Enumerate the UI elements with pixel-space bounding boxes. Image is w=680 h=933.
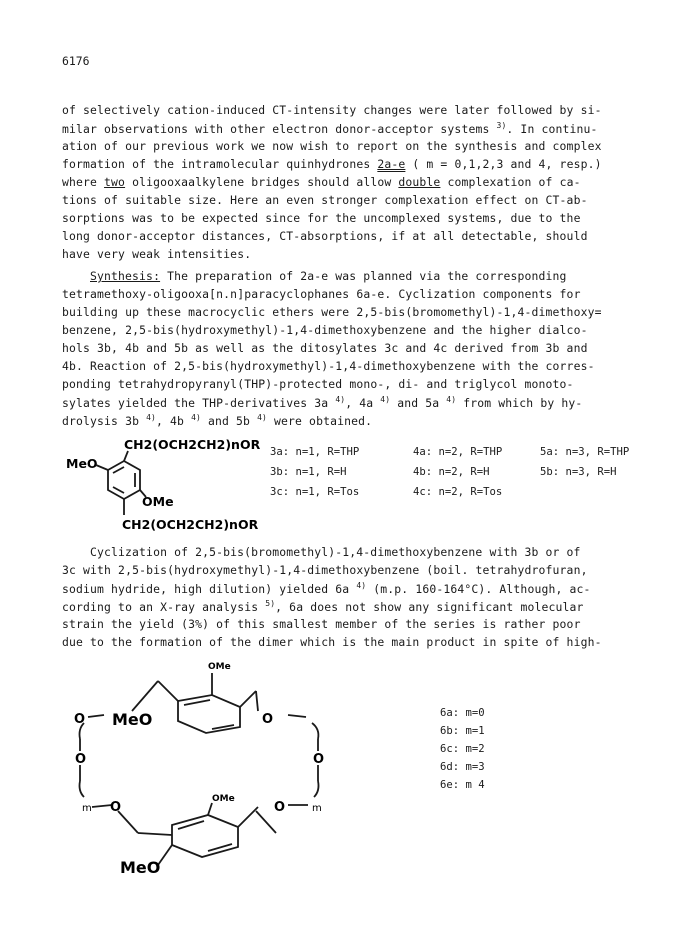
cyclo-m-right: m bbox=[312, 803, 322, 814]
struct1-ome: OMe bbox=[142, 494, 174, 509]
para1-line8: long donor-acceptor distances, CT-absorptions, if at all detectable, should bbox=[62, 229, 588, 243]
cyclophane-6b: 6b: m=1 bbox=[440, 725, 485, 737]
cyclo-o-upper-left: O bbox=[74, 712, 86, 727]
para2-line9: drolysis 3b $^{4)}$, 4b $^{4)}$ and 5b $^{4)}$ were obtained. bbox=[62, 413, 373, 428]
struct1-bottom-chain: CH2(OCH2CH2)nOR bbox=[122, 517, 259, 532]
para1-line7: sorptions was to be expected since for the uncomplexed systems, due to the bbox=[62, 211, 581, 225]
para1-line2: milar observations with other electron donor-acceptor systems $^{3)}$. In continu- bbox=[62, 121, 598, 136]
cyclo-ome-bottom: OMe bbox=[212, 794, 235, 804]
para3-line2: 3c with 2,5-bis(hydroxymethyl)-1,4-dimethoxybenzene (boil. tetrahydrofuran, bbox=[62, 563, 588, 577]
compound-4b: 4b: n=2, R=H bbox=[413, 466, 490, 478]
para2-line5: hols 3b, 4b and 5b as well as the ditosylates 3c and 4c derived from 3b and bbox=[62, 341, 588, 355]
para3-line5: strain the yield (3%) of this smallest member of the series is rather poor bbox=[62, 617, 581, 631]
compound-5b: 5b: n=3, R=H bbox=[540, 466, 617, 478]
page-number: 6176 bbox=[62, 54, 90, 68]
compound-4a: 4a: n=2, R=THP bbox=[413, 446, 503, 458]
structure-cyclophane bbox=[62, 655, 362, 875]
compound-3b: 3b: n=1, R=H bbox=[270, 466, 347, 478]
para2-line6: 4b. Reaction of 2,5-bis(hydroxymethyl)-1,4-dimethoxybenzene with the corres- bbox=[62, 359, 595, 373]
compound-5a: 5a: n=3, R=THP bbox=[540, 446, 630, 458]
cyclo-o-lower-right: O bbox=[274, 800, 286, 815]
cyclo-ome-top: OMe bbox=[208, 662, 231, 672]
structure-dialkoxybenzene bbox=[62, 433, 262, 533]
para1-line3: ation of our previous work we now wish to report on the synthesis and complex bbox=[62, 139, 602, 153]
para1-line4: formation of the intramolecular quinhydrones 2a-e ( m = 0,1,2,3 and 4, resp.) bbox=[62, 157, 602, 171]
compound-3c: 3c: n=1, R=Tos bbox=[270, 486, 360, 498]
para1-line6: tions of suitable size. Here an even stronger complexation effect on CT-ab- bbox=[62, 193, 588, 207]
para3-line4: cording to an X-ray analysis $^{5)}$, 6a does not show any significant molecular bbox=[62, 599, 584, 614]
para2-line2: tetramethoxy-oligooxa[n.n]paracyclophanes 6a-e. Cyclization components for bbox=[62, 287, 581, 301]
benzene-ring-1 bbox=[96, 451, 146, 515]
ref-3: 3) bbox=[496, 121, 507, 130]
synthesis-heading: Synthesis: bbox=[90, 269, 161, 283]
para2-line8: sylates yielded the THP-derivatives 3a $^{4)}$, 4a $^{4)}$ and 5a $^{4)}$ from which by hy- bbox=[62, 395, 583, 410]
cyclophane-6c: 6c: m=2 bbox=[440, 743, 485, 755]
compound-3a: 3a: n=1, R=THP bbox=[270, 446, 360, 458]
para2-line7: ponding tetrahydropyranyl(THP)-protected mono-, di- and triglycol monoto- bbox=[62, 377, 574, 391]
cyclo-o-lower-left: O bbox=[110, 800, 122, 815]
para1-line5: where two oligooxaalkylene bridges should allow double complexation of ca- bbox=[62, 175, 581, 189]
cyclo-o-upper-right: O bbox=[262, 712, 274, 727]
emphasis-double: double bbox=[398, 175, 441, 189]
cyclo-meo-bottom: MeO bbox=[120, 858, 161, 875]
para1-line1: of selectively cation-induced CT-intensity changes were later followed by si- bbox=[62, 103, 602, 117]
para2-line1: Synthesis: The preparation of 2a-e was planned via the corresponding bbox=[90, 269, 567, 283]
para3-line1: Cyclization of 2,5-bis(bromomethyl)-1,4-dimethoxybenzene with 3b or of bbox=[90, 545, 581, 559]
struct1-meo: MeO bbox=[66, 456, 98, 471]
cyclo-o-right: O bbox=[313, 752, 325, 767]
para2-line4: benzene, 2,5-bis(hydroxymethyl)-1,4-dimethoxybenzene and the higher dialco- bbox=[62, 323, 588, 337]
para1-line9: have very weak intensities. bbox=[62, 247, 252, 261]
para2-line3: building up these macrocyclic ethers were 2,5-bis(bromomethyl)-1,4-dimethoxy= bbox=[62, 305, 602, 319]
cyclophane-6a: 6a: m=0 bbox=[440, 707, 485, 719]
compound-ref-2a-e: 2a-e bbox=[377, 157, 406, 171]
struct1-top-chain: CH2(OCH2CH2)nOR bbox=[124, 437, 261, 452]
compound-4c: 4c: n=2, R=Tos bbox=[413, 486, 503, 498]
cyclo-m-left: m bbox=[82, 803, 92, 814]
emphasis-two: two bbox=[104, 175, 126, 189]
cyclo-meo-mid: MeO bbox=[112, 710, 153, 729]
para3-line3: sodium hydride, high dilution) yielded 6a $^{4)}$ (m.p. 160-164°C). Although, ac- bbox=[62, 581, 591, 596]
cyclo-o-left: O bbox=[75, 752, 87, 767]
lower-benzene-ring bbox=[172, 815, 238, 857]
para3-line6: due to the formation of the dimer which is the main product in spite of high- bbox=[62, 635, 602, 649]
cyclophane-6d: 6d: m=3 bbox=[440, 761, 485, 773]
cyclophane-6e: 6e: m 4 bbox=[440, 779, 485, 791]
